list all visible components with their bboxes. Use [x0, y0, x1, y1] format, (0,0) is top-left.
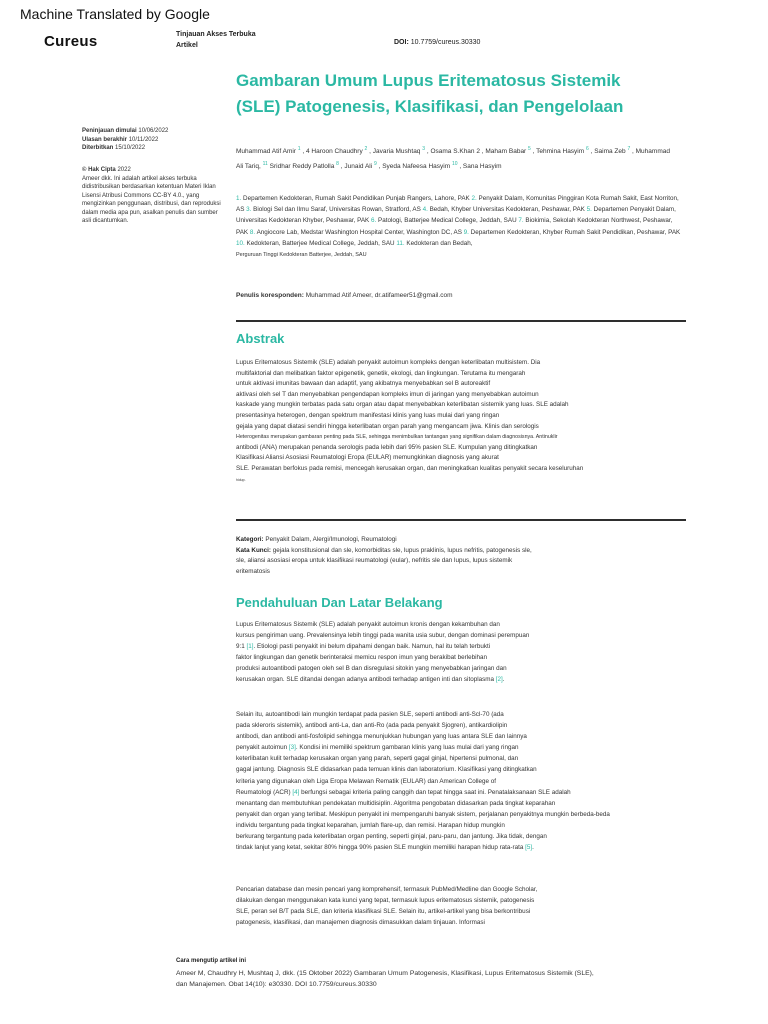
category-label: Kategori:: [236, 536, 264, 543]
published-label: Diterbitkan: [82, 145, 114, 151]
author-name: , Maham Babar: [481, 148, 527, 156]
article-type: [176, 29, 256, 51]
affil-text: Biologi Sel dan Ilmu Saraf, Universitas Rowan, Stratford, AS: [253, 206, 421, 214]
intro-heading: Pendahuluan Dan Latar Belakang: [236, 595, 443, 610]
journal-logo[interactable]: Cureus: [44, 33, 98, 50]
reference-link[interactable]: [1]: [246, 643, 254, 651]
author-name: , Sana Hasyim: [459, 163, 502, 171]
author-name: Sridhar Reddy Patlolla: [269, 163, 335, 171]
keywords-line1: gejala konstitusional dan sle, komorbiditas sle, lupus praklinis, lupus nefritis, patogenesis sle,: [272, 546, 532, 554]
divider-top-abstract: [236, 320, 686, 322]
affil-number: 5.: [586, 206, 592, 214]
header-doi[interactable]: [394, 39, 480, 46]
affil-text: Biokimia, Sekolah Kedokteran Northwest, Peshawar, PAK: [236, 217, 673, 236]
paragraph-line: produksi autoantibodi patogen oleh sel B dan disregulasi sitokin yang menyebabkan jaringan dan: [236, 665, 507, 673]
published-date: 15/10/2022: [115, 145, 146, 151]
paragraph-line: antibodi, dan antibodi anti-fosfolipid sehingga menunjukkan hubungan yang luas antara SLE dan lainnya: [236, 733, 527, 741]
author-affil-ref[interactable]: 8: [336, 161, 339, 168]
paragraph-line: faktor lingkungan dan genetik berinteraksi memicu respon imun yang berakibat berlebihan: [236, 654, 487, 662]
author-name: , Osama S.Khan 2: [426, 148, 480, 156]
affil-number: 10.: [236, 239, 245, 247]
abstract-line: presentasinya heterogen, dengan spektrum manifestasi klinis yang luas mulai dari yang ringan: [236, 411, 500, 419]
abstract-body: [236, 358, 686, 485]
paragraph-line: SLE, peran sel B/T pada SLE, dan kriteria klasifikasi SLE. Selain itu, artikel-artikel yang bisa berkontribusi: [236, 908, 531, 916]
license-text: Ameer dkk. Ini adalah artikel akses terbuka didistribusikan berdasarkan ketentuan Materi Iklan Lisensi Atribusi Commons CC-BY 4.0., yang mengizinkan penggunaan, distribusi, dan reproduksi dalam media apa pun, asalkan penulis dan sumber asli dicantumkan.: [82, 175, 221, 224]
review-start-date: 10/06/2022: [138, 128, 169, 134]
affil-number: 9.: [463, 228, 469, 236]
machine-translated-banner: Machine Translated by Google: [20, 6, 210, 22]
affiliations: [236, 193, 686, 261]
paragraph-line: individu tergantung pada tingkat keparahan, jumlah flare-up, dan remisi. Harapan hidup mungkin: [236, 821, 505, 829]
paragraph-line: keterlibatan kulit terhadap kerusakan organ yang parah, seperti gagal ginjal, hipertensi pulmonal, dan: [236, 755, 519, 763]
copyright-year: 2022: [117, 167, 131, 173]
divider-bottom-abstract: [236, 519, 686, 521]
paragraph-line: patogenesis, klasifikasi, dan manajemen diagnosis dimasukkan dalam tinjauan. Informasi: [236, 919, 485, 927]
paragraph-line: penyakit autoimun [3]. Kondisi ini memiliki spektrum gambaran klinis yang luas mulai dari yang ringan: [236, 744, 519, 752]
abstract-line: Lupus Eritematosus Sistemik (SLE) adalah penyakit autoimun kompleks dengan keterlibatan multisistem. Dia: [236, 359, 541, 366]
keywords-line3: eritematosis: [236, 567, 270, 575]
paragraph-line: kriteria yang digunakan oleh Liga Eropa Melawan Rematik (EULAR) dan American College of: [236, 777, 497, 785]
abstract-line: antibodi (ANA) merupakan penanda serologis pada lebih dari 95% pasien SLE. Kumpulan yang ditingkatkan: [236, 443, 538, 451]
author-name: , Junaid Ali: [340, 163, 373, 171]
review-end-date: 10/11/2022: [128, 136, 159, 143]
author-name: , 4 Haroon Chaudhry: [302, 148, 363, 156]
category-value: Penyakit Dalam, Alergi/Imunologi, Reumatologi: [265, 536, 397, 543]
paragraph-line: menantang dan membutuhkan pendekatan multidisiplin. Algoritma pengobatan didasarkan pada tingkat keparahan: [236, 799, 556, 807]
citation: [176, 969, 676, 990]
affil-number: 8.: [249, 228, 256, 236]
reference-link[interactable]: [4]: [292, 788, 300, 796]
author-name: , Tehmina Hasyim: [532, 148, 585, 156]
abstract-heading: Abstrak: [236, 331, 285, 346]
paragraph-line: penyakit dan organ yang terlibat. Meskipun penyakit ini mempengaruhi banyak sistem, perjalanan penyakitnya mungkin berbeda-beda: [236, 810, 610, 818]
paragraph-line: pada skleroris sistemik), antibodi anti-La, dan anti-Ro (ada pada penyakit Sjogren), antikardiolipin: [236, 722, 508, 730]
review-dates: [82, 127, 222, 153]
affil-number: 2.: [471, 195, 477, 202]
affil-number: 11.: [396, 239, 405, 247]
author-affil-ref[interactable]: 10: [451, 161, 458, 168]
affil-text: Angiocore Lab, Medstar Washington Hospital Center, Washington DC, AS: [256, 228, 462, 236]
affil-text: Departemen Penyakit Dalam, Universitas Kedokteran Khyber, Peshawar, PAK: [236, 206, 676, 225]
abstract-line: aktivasi oleh sel T dan menyebabkan pengendapan kompleks imun di jaringan yang menyebabkan autoimun: [236, 390, 539, 398]
paragraph-line: kursus pengiriman uang. Prevalensinya lebih tinggi pada wanita usia subur, dengan dominasi perempuan: [236, 632, 530, 640]
author-affil-ref[interactable]: 6: [585, 146, 589, 152]
keywords-label: Kata Kunci:: [236, 546, 271, 554]
author-name: , Muhammad Ali Tariq,: [236, 148, 670, 171]
author-affil-ref[interactable]: 3: [422, 146, 426, 152]
author-affil-ref[interactable]: 7: [627, 146, 631, 152]
abstract-line: SLE. Perawatan berfokus pada remisi, mencegah kerusakan organ, dan meningkatkan kualitas penyakit secara keseluruhan: [236, 464, 584, 472]
intro-paragraph-3: [236, 884, 686, 928]
author-affil-ref[interactable]: 2: [364, 146, 368, 152]
copyright-block: [82, 166, 222, 226]
affil-text: Departemen Kedokteran, Rumah Sakit Pendidikan Punjab Rangers, Lahore, PAK: [243, 195, 470, 202]
paragraph-line: berkurang tergantung pada keterlibatan organ penting, seperti ginjal, paru-paru, dan jantung. Jika tidak, dengan: [236, 833, 547, 841]
doi-value[interactable]: 10.7759/cureus.30330: [410, 39, 481, 46]
author-affil-ref[interactable]: 9: [373, 161, 377, 168]
reference-link[interactable]: [5]: [525, 844, 533, 852]
affil-number: 1.: [236, 195, 242, 202]
corresponding-author: [236, 292, 453, 299]
abstract-line: Klasifikasi Aliansi Asosiasi Reumatologi Eropa (EULAR) memungkinkan diagnosis yang akurat: [236, 454, 499, 462]
cite-heading: Cara mengutip artikel ini: [176, 958, 247, 964]
author-name: , Javaria Mushtaq: [369, 148, 421, 156]
article-title: Gambaran Umum Lupus Eritematosus Sistemik (SLE) Patogenesis, Klasifikasi, dan Pengelolaan: [236, 71, 624, 116]
corresponding-value[interactable]: Muhammad Atif Ameer, dr.atifameer51@gmail.com: [305, 292, 453, 299]
abstract-line: Heterogenitas merupakan gambaran penting pada SLE, sehingga menimbulkan tantangan yang signifikan dalam diagnosisnya. Antinuklir: [236, 434, 558, 441]
affil-text: Kedokteran, Batterjee Medical College, Jeddah, SAU: [246, 239, 395, 247]
affil-text: Penyakit Dalam, Komunitas Pinggiran Kota Rumah Sakit, East Norriton, AS: [236, 195, 679, 214]
affil-last: Perguruan Tinggi Kedokteran Batterjee, Jeddah, SAU: [236, 252, 367, 259]
abstract-line: multifaktorial dan melibatkan faktor epigenetik, genetik, ekologi, dan lingkungan. Terutama itu mengarah: [236, 369, 526, 377]
reference-link[interactable]: [3]: [288, 744, 296, 752]
paragraph-line: Pencarian database dan mesin pencari yang komprehensif, termasuk PubMed/Medline dan Google Scholar,: [236, 886, 538, 893]
abstract-line: untuk aktivasi imunitas bawaan dan adaptif, yang akibatnya menyebabkan sel B autoreaktif: [236, 380, 491, 388]
review-start-label: Peninjauan dimulai: [82, 128, 137, 134]
paragraph-line: Selain itu, autoantibodi lain mungkin terdapat pada pasien SLE, seperti antibodi anti-Scl-70 (ada: [236, 711, 504, 718]
author-affil-ref[interactable]: 1: [297, 146, 301, 152]
paragraph-line: Reumatologi (ACR) [4] berfungsi sebagai kriteria paling canggih dan tepat hingga saat ini. Penatalaksanaan SLE adalah: [236, 788, 571, 796]
abstract-line: hidup.: [236, 477, 246, 482]
paragraph-line: kerusakan organ. SLE ditandai dengan adanya antibodi terhadap antigen inti dan sitoplasma [2].: [236, 676, 505, 684]
article-type-line1: Tinjauan Akses Terbuka: [176, 31, 256, 38]
citation-line2: dan Manajemen. Obat 14(10): e30330. DOI 10.7759/cureus.30330: [176, 980, 377, 988]
author-name: Muhammad Atif Amir: [236, 148, 296, 156]
author-affil-ref[interactable]: 11: [262, 161, 268, 168]
affil-text: Kedokteran dan Bedah,: [406, 239, 473, 247]
keywords-line2: sle, aliansi asosiasi eropa untuk klasifikasi reumatologi (eular), nefritis sle dan lupus, lupus sistemik: [236, 557, 513, 565]
categories-keywords: [236, 535, 686, 577]
copyright-label: © Hak Cipta: [82, 167, 116, 173]
affil-text: Departemen Kedokteran, Khyber Rumah Sakit Pendidikan, Peshawar, PAK: [470, 228, 681, 236]
paragraph-line: 9:1 [1]. Etiologi pasti penyakit ini belum dipahami dengan baik. Namun, hal itu telah terbukti: [236, 643, 491, 651]
abstract-line: gejala yang dapat diatasi sendiri hingga keterlibatan organ parah yang mengancam jiwa. Klinis dan serologis: [236, 422, 539, 430]
abstract-line: kaskade yang mungkin terbatas pada satu organ atau dapat menyebabkan keterlibatan sistemik yang luas. SLE adalah: [236, 401, 569, 409]
review-end-label: Ulasan berakhir: [82, 136, 128, 143]
intro-paragraph-1: [236, 619, 686, 686]
author-name: , Saima Zeb: [590, 148, 626, 156]
paragraph-line: Lupus Eritematosus Sistemik (SLE) adalah penyakit autoimun kronis dengan kekambuhan dan: [236, 621, 500, 628]
affil-number: 4.: [422, 206, 428, 214]
reference-link[interactable]: [2]: [495, 676, 503, 684]
affil-number: 6.: [371, 217, 377, 225]
affil-text: Bedah, Khyber Universitas Kedokteran, Peshawar, PAK: [429, 206, 585, 214]
intro-paragraph-2: [236, 709, 686, 853]
paragraph-line: tindak lanjut yang ketat, sekitar 80% hingga 90% pasien SLE mungkin memiliki harapan hidup rata-rata [5].: [236, 844, 534, 852]
article-type-line2: Artikel: [176, 42, 198, 49]
citation-line1: Ameer M, Chaudhry H, Mushtaq J, dkk. (15 Oktober 2022) Gambaran Umum Patogenesis, Klasifikasi, Lupus Eritematosus Sistemik (SLE),: [176, 970, 594, 977]
corresponding-label: Penulis koresponden:: [236, 292, 304, 299]
author-name: , Syeda Nafeesa Hasyim: [378, 163, 451, 171]
author-affil-ref[interactable]: 5: [528, 146, 531, 152]
doi-label: DOI:: [394, 39, 409, 46]
paragraph-line: gagal jantung. Diagnosis SLE didasarkan pada temuan klinis dan laboratorium. Klasifikasi yang ditingkatkan: [236, 766, 537, 774]
affil-number: 7.: [518, 217, 524, 225]
paragraph-line: dilakukan dengan menggunakan kata kunci yang tepat, termasuk lupus eritematosus sistemik, patogenesis: [236, 897, 535, 905]
author-list: [236, 143, 676, 173]
affil-number: 3.: [246, 206, 252, 214]
affil-text: Patologi, Batterjee Medical College, Jeddah, SAU: [378, 217, 517, 225]
